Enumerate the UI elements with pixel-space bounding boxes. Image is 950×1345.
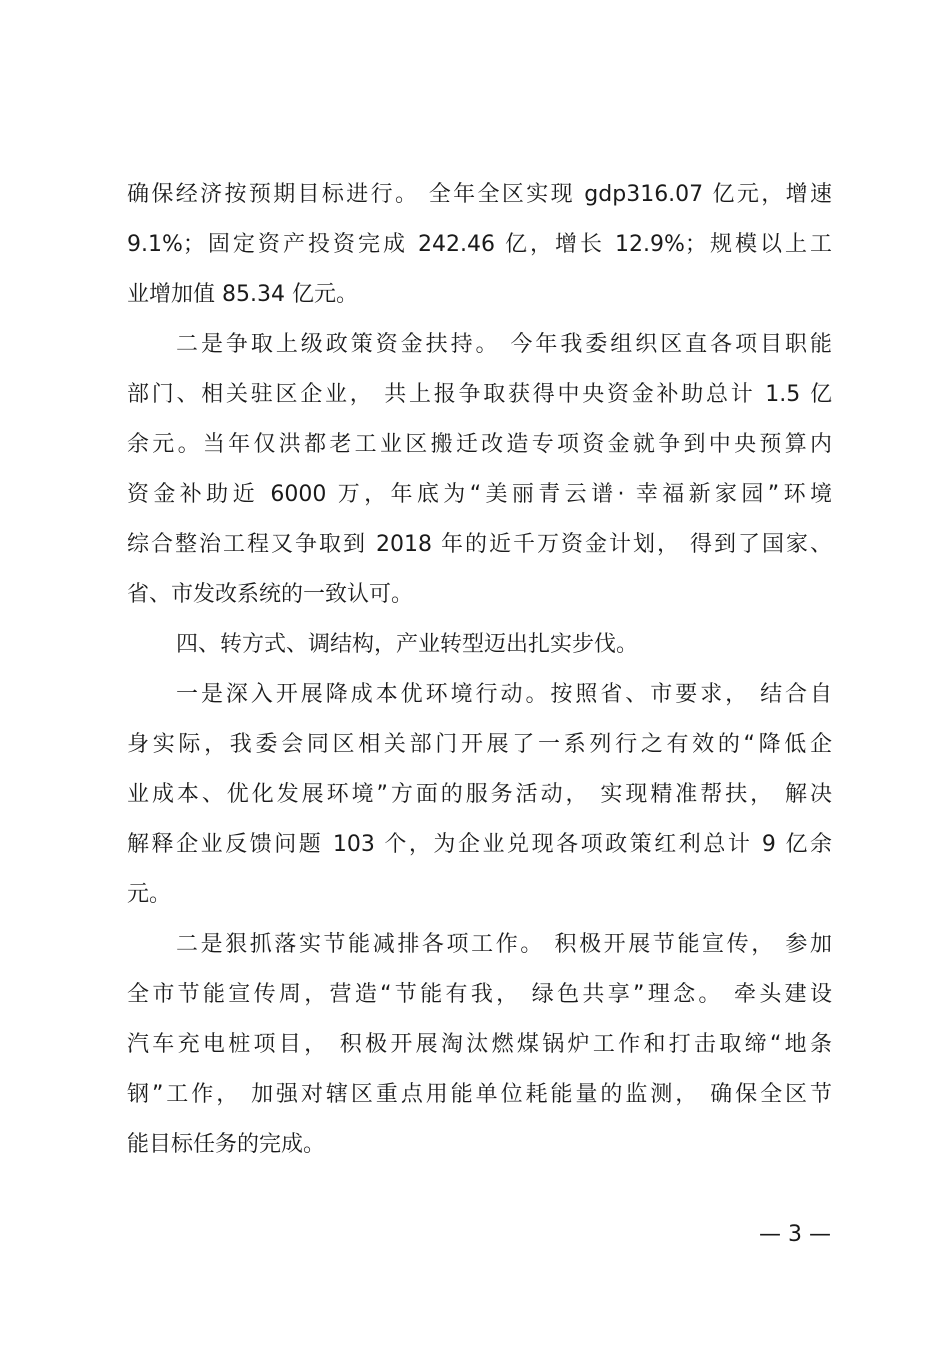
text-line: 二是狠抓落实节能减排各项工作。 积极开展节能宣传， 参加	[176, 932, 832, 957]
text-line: 元。	[127, 882, 172, 907]
text-line: 身实际，我委会同区相关部门开展了一系列行之有效的“降低企	[127, 732, 832, 757]
text-line: 省、市发改系统的一致认可。	[127, 582, 414, 607]
text-line: 一是深入开展降成本优环境行动。按照省、市要求， 结合自	[176, 682, 832, 707]
text-line: 综合整治工程又争取到 2018 年的近千万资金计划， 得到了国家、	[127, 532, 832, 557]
text-line: 确保经济按预期目标进行。 全年全区实现 gdp316.07 亿元，增速	[127, 182, 832, 207]
text-line: 汽车充电桩项目， 积极开展淘汰燃煤锅炉工作和打击取缔“地条	[127, 1032, 832, 1057]
text-line: 钢”工作， 加强对辖区重点用能单位耗能量的监测， 确保全区节	[127, 1082, 832, 1107]
text-line: 解释企业反馈问题 103 个，为企业兑现各项政策红利总计 9 亿余	[127, 832, 832, 857]
text-line: 9.1%；固定资产投资完成 242.46 亿，增长 12.9%；规模以上工	[127, 232, 832, 257]
section-heading: 四、转方式、调结构，产业转型迈出扎实步伐。	[176, 632, 639, 657]
text-line: 业成本、优化发展环境”方面的服务活动， 实现精准帮扶， 解决	[127, 782, 832, 807]
text-line: 能目标任务的完成。	[127, 1132, 326, 1157]
text-line: 余元。当年仅洪都老工业区搬迁改造专项资金就争到中央预算内	[127, 432, 832, 457]
text-line: 二是争取上级政策资金扶持。 今年我委组织区直各项目职能	[176, 332, 832, 357]
text-line: 全市节能宣传周，营造“节能有我， 绿色共享”理念。 牵头建设	[127, 982, 832, 1007]
text-line: 资金补助近 6000 万，年底为“美丽青云谱· 幸福新家园”环境	[127, 482, 832, 507]
page-number: — 3 —	[759, 1222, 831, 1247]
text-line: 部门、相关驻区企业， 共上报争取获得中央资金补助总计 1.5 亿	[127, 382, 832, 407]
text-line: 业增加值 85.34 亿元。	[127, 282, 358, 307]
